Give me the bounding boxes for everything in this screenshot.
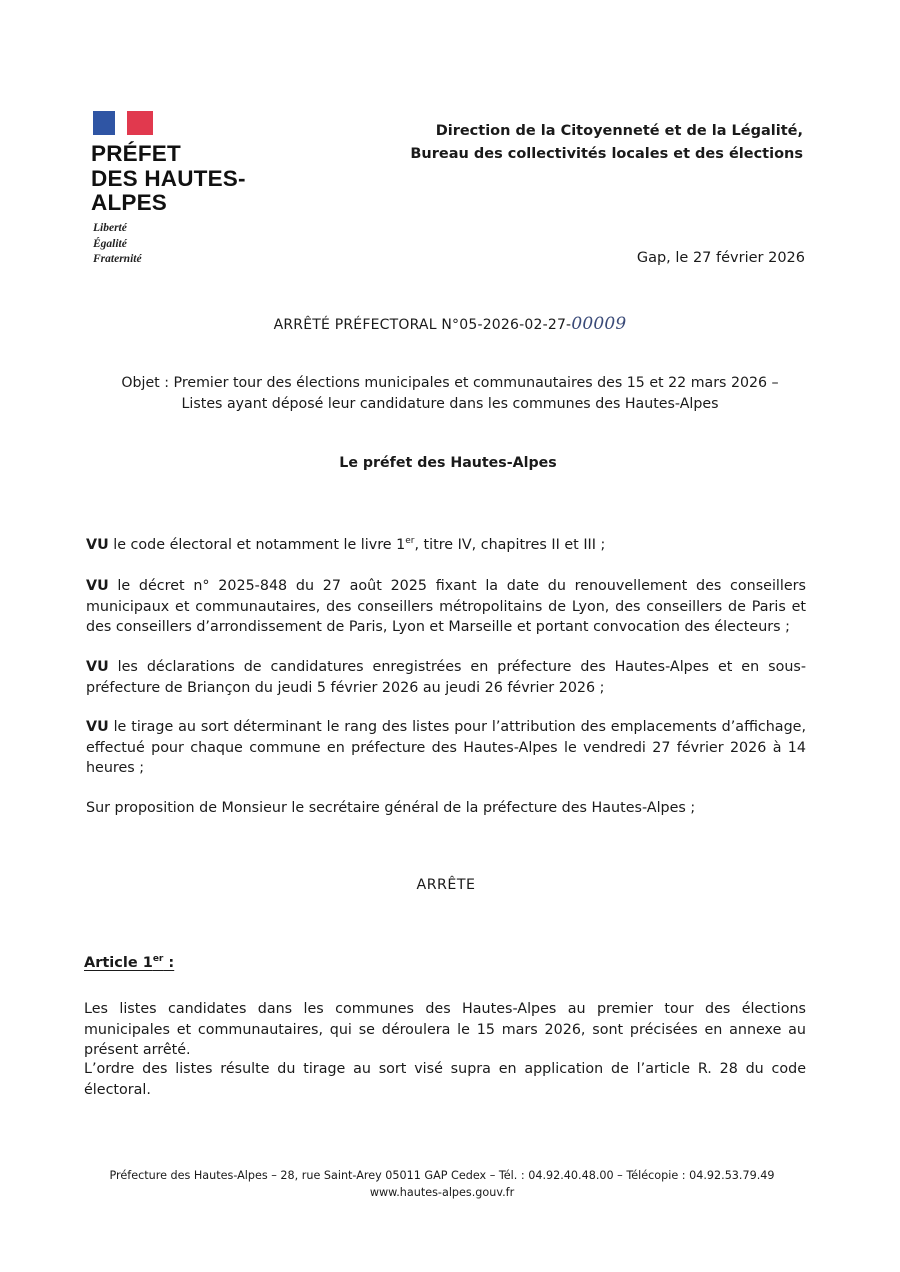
superscript: er <box>405 536 415 547</box>
superscript: er <box>152 954 164 965</box>
consideration-2 <box>86 576 806 638</box>
footer-website: www.hautes-alpes.gouv.fr <box>369 1186 515 1199</box>
flag-red-band <box>127 111 153 135</box>
vu-prefix: VU <box>86 578 109 594</box>
document-subject <box>0 373 900 415</box>
vu-prefix: VU <box>86 659 109 675</box>
logo-title-line: PRÉFET <box>91 141 181 166</box>
issuing-direction <box>410 120 803 166</box>
arrete-number-printed: ARRÊTÉ PRÉFECTORAL N°05-2026-02-27- <box>273 317 572 333</box>
marianne-flag-icon <box>93 111 153 135</box>
article-title-suffix: : <box>163 955 175 971</box>
consideration-text: le code électoral et notamment le livre 1 <box>108 537 406 553</box>
consideration-3 <box>86 657 806 698</box>
article-1-title <box>84 955 174 971</box>
issuing-authority: Le préfet des Hautes-Alpes <box>339 455 557 471</box>
proposition-clause: Sur proposition de Monsieur le secrétaire général de la préfecture des Hautes-Alpes ; <box>86 800 696 816</box>
consideration-4 <box>86 717 806 779</box>
bureau-line: Bureau des collectivités locales et des élections <box>410 146 803 162</box>
article-1-paragraph-1: Les listes candidates dans les communes des Hautes-Alpes au premier tour des élections municipales et communautaires, qui se déroulera le 15 mars 2026, sont précisées en annexe au présent arrêté. <box>84 1001 806 1058</box>
prefecture-logo-title <box>91 142 281 216</box>
subject-line-2: Listes ayant déposé leur candidature dans les communes des Hautes-Alpes <box>181 396 719 412</box>
page-footer <box>0 1167 884 1201</box>
republic-motto <box>93 221 142 268</box>
subject-line-1: Objet : Premier tour des élections municipales et communautaires des 15 et 22 mars 2026 – <box>121 375 779 391</box>
article-title-text: Article 1 <box>84 955 153 971</box>
document-date: Gap, le 27 février 2026 <box>636 250 805 266</box>
motto-egalite: Égalité <box>93 237 127 250</box>
logo-title-line: DES HAUTES- <box>91 165 246 191</box>
consideration-text: le tirage au sort déterminant le rang des listes pour l’attribution des emplacements d’affichage, effectué pour chaque commune en préfecture des Hautes-Alpes le vendredi 27 février 2026 à 14 heures ; <box>86 719 806 776</box>
decision-heading: ARRÊTE <box>416 877 476 893</box>
motto-fraternite: Fraternité <box>93 253 142 265</box>
consideration-text: les déclarations de candidatures enregistrées en préfecture des Hautes-Alpes et en sous-préfecture de Briançon du jeudi 5 février 2026 au jeudi 26 février 2026 ; <box>86 659 806 696</box>
footer-address: Préfecture des Hautes-Alpes – 28, rue Saint-Arey 05011 GAP Cedex – Tél. : 04.92.40.48.00 – Télécopie : 04.92.53.79.49 <box>109 1169 775 1182</box>
vu-prefix: VU <box>86 537 109 553</box>
arrete-number-handwritten: 00009 <box>571 314 627 334</box>
consideration-text: , titre IV, chapitres II et III ; <box>414 537 606 553</box>
logo-title-line: ALPES <box>91 190 168 215</box>
consideration-text: le décret n° 2025-848 du 27 août 2025 fixant la date du renouvellement des conseillers municipaux et communautaires, des conseillers métropolitains de Lyon, des conseillers de Paris et des conseillers d’arrondissement de Paris, Lyon et Marseille et portant convocation des électeurs ; <box>86 578 806 635</box>
consideration-1 <box>86 535 806 556</box>
arrete-number <box>0 314 900 334</box>
direction-line: Direction de la Citoyenneté et de la Légalité, <box>435 123 803 139</box>
vu-prefix: VU <box>86 719 109 735</box>
flag-blue-band <box>93 111 115 135</box>
article-1-paragraph-2: L’ordre des listes résulte du tirage au sort visé supra en application de l’article R. 28 du code électoral. <box>84 1061 806 1098</box>
motto-liberte: Liberté <box>93 222 127 234</box>
